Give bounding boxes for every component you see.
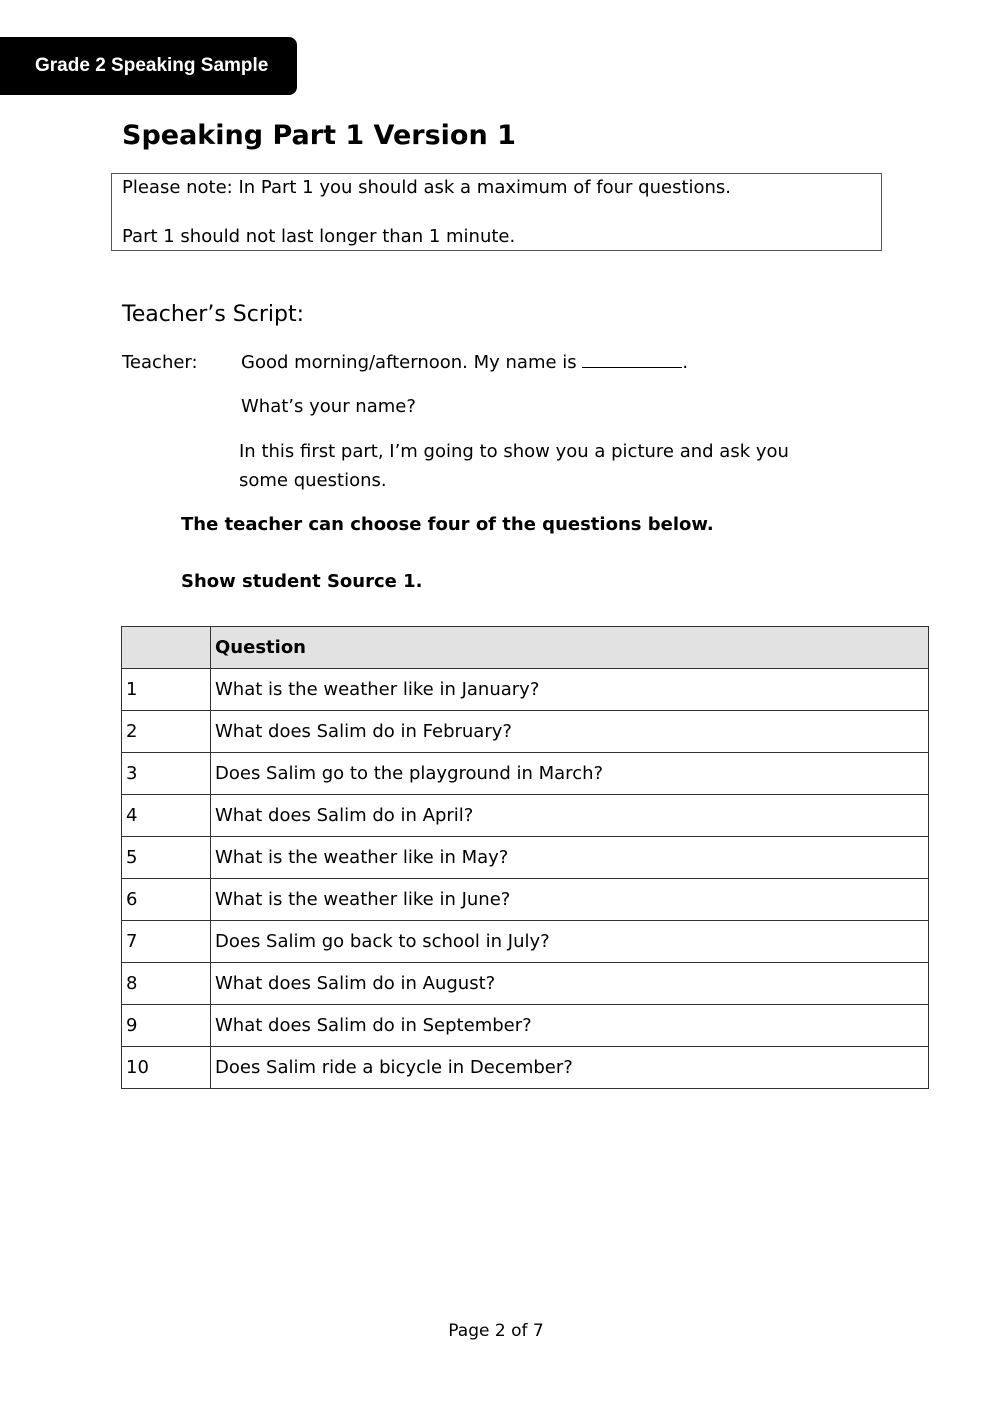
questions-table: [121, 626, 929, 1089]
row-number: 4: [122, 795, 211, 837]
row-question: What does Salim do in August?: [211, 963, 929, 1005]
row-question: Does Salim go to the playground in March?: [211, 753, 929, 795]
row-number: 5: [122, 837, 211, 879]
row-number: 10: [122, 1047, 211, 1089]
header-number: [122, 627, 211, 669]
row-question: Does Salim go back to school in July?: [211, 921, 929, 963]
table-row: [122, 1047, 929, 1089]
script-line-1-end: .: [682, 352, 689, 373]
table-row: [122, 1005, 929, 1047]
table-row: [122, 795, 929, 837]
script-line-3a: In this first part, I’m going to show you a picture and ask you: [239, 441, 789, 462]
script-line-1: [241, 352, 688, 373]
row-question: What does Salim do in April?: [211, 795, 929, 837]
script-line-1-text: Good morning/afternoon. My name is: [241, 352, 583, 373]
row-number: 2: [122, 711, 211, 753]
table-header-row: [122, 627, 929, 669]
header-question: Question: [211, 627, 929, 669]
note-line-1: Please note: In Part 1 you should ask a maximum of four questions.: [122, 177, 732, 198]
script-line-2: What’s your name?: [241, 396, 416, 417]
table-row: [122, 669, 929, 711]
page-number: Page 2 of 7: [448, 1321, 544, 1341]
script-line-3b: some questions.: [239, 470, 387, 491]
row-question: What does Salim do in September?: [211, 1005, 929, 1047]
table-row: [122, 963, 929, 1005]
table-row: [122, 753, 929, 795]
table-row: [122, 879, 929, 921]
table-row: [122, 837, 929, 879]
row-question: What is the weather like in January?: [211, 669, 929, 711]
row-number: 6: [122, 879, 211, 921]
script-heading: Teacher’s Script:: [122, 302, 305, 327]
header-tab: Grade 2 Speaking Sample: [0, 37, 297, 95]
table-row: [122, 711, 929, 753]
name-blank: [582, 353, 682, 368]
table-row: [122, 921, 929, 963]
row-number: 9: [122, 1005, 211, 1047]
row-question: What is the weather like in May?: [211, 837, 929, 879]
row-number: 1: [122, 669, 211, 711]
speaker-label: Teacher:: [122, 352, 198, 373]
row-number: 8: [122, 963, 211, 1005]
row-number: 3: [122, 753, 211, 795]
row-question: What does Salim do in February?: [211, 711, 929, 753]
row-question: What is the weather like in June?: [211, 879, 929, 921]
instruction-choose: The teacher can choose four of the questions below.: [181, 514, 714, 535]
row-number: 7: [122, 921, 211, 963]
row-question: Does Salim ride a bicycle in December?: [211, 1047, 929, 1089]
note-line-2: Part 1 should not last longer than 1 minute.: [122, 226, 516, 247]
instruction-source: Show student Source 1.: [181, 571, 423, 592]
note-box: [111, 173, 882, 251]
page-title: Speaking Part 1 Version 1: [122, 120, 516, 151]
